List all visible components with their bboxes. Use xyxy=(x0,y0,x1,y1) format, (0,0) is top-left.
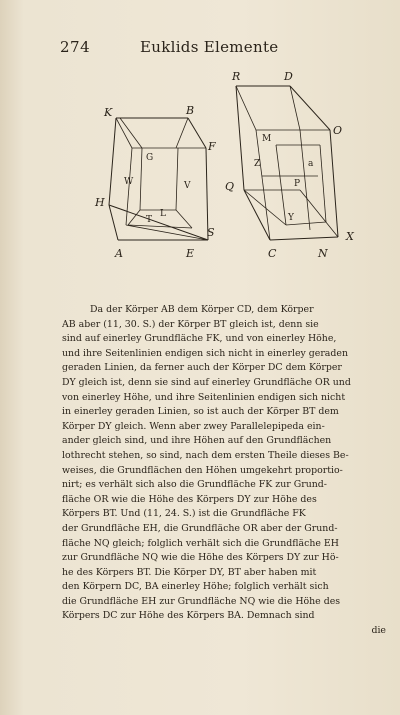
label-S: S xyxy=(207,226,215,239)
label-H: H xyxy=(95,196,105,209)
text-line: weises, die Grundflächen den Höhen umgekehrt proportio- xyxy=(62,464,343,476)
body-text xyxy=(62,303,386,639)
label-B: B xyxy=(186,104,195,117)
label-Z: Z xyxy=(254,159,261,169)
label-F: F xyxy=(208,140,216,153)
page-number: 274 xyxy=(60,38,91,56)
text-line: von einerley Höhe, und ihre Seitenlinien endigen sich nicht xyxy=(62,391,346,403)
label-L: L xyxy=(160,209,166,219)
label-O: O xyxy=(333,124,343,137)
label-D: D xyxy=(284,70,293,83)
text-line: Da der Körper AB dem Körper CD, dem Körper xyxy=(90,304,314,315)
label-E: E xyxy=(186,247,195,260)
right-solid-labels xyxy=(225,70,355,260)
text-line: ander gleich sind, und ihre Höhen auf den Grundflächen xyxy=(62,435,332,447)
text-line: und ihre Seitenlinien endigen sich nicht in einerley geraden xyxy=(62,347,348,359)
label-X: X xyxy=(346,230,354,243)
text-line: DY gleich ist, denn sie sind auf einerley Grundfläche OR und xyxy=(62,376,351,388)
label-Y: Y xyxy=(288,213,294,223)
running-title: Euklids Elemente xyxy=(140,38,279,56)
text-line: zur Grundfläche NQ wie die Höhe des Körpers DY zur Hö- xyxy=(62,552,339,564)
text-line: lothrecht stehen, so sind, nach dem ersten Theile dieses Be- xyxy=(62,449,349,461)
label-W: W xyxy=(124,177,134,187)
text-line: sind auf einerley Grundfläche FK, und von einerley Höhe, xyxy=(62,333,337,345)
text-line: in einerley geraden Linien, so ist auch der Körper BT dem xyxy=(62,406,339,418)
text-line: nirt; es verhält sich also die Grundfläche FK zur Grund- xyxy=(62,479,327,491)
label-C: C xyxy=(268,247,277,260)
text-line: Körpers DC zur Höhe des Körpers BA. Demnach sind xyxy=(62,610,315,622)
text-line: Körper DY gleich. Wenn aber zwey Parallelepipeda ein- xyxy=(62,420,325,432)
text-line: Körpers BT. Und (11, 24. S.) ist die Grundfläche FK xyxy=(62,508,306,520)
text-line: den Körpern DC, BA einerley Höhe; folglich verhält sich xyxy=(62,581,329,593)
label-A: A xyxy=(115,247,123,260)
label-a: a xyxy=(308,159,314,169)
right-solid-diagram xyxy=(236,86,338,240)
label-M: M xyxy=(262,134,272,144)
label-P: P xyxy=(294,179,301,189)
text-line: he des Körpers BT. Die Körper DY, BT aber haben mit xyxy=(62,566,317,578)
label-K: K xyxy=(104,106,113,119)
text-line: der Grundfläche EH, die Grundfläche OR aber der Grund- xyxy=(62,522,338,534)
label-Q: Q xyxy=(225,180,235,193)
geometry-figure xyxy=(0,0,400,300)
text-line: geraden Linien, da ferner auch der Körper DC dem Körper xyxy=(62,362,342,374)
label-V: V xyxy=(184,181,191,191)
text-line: fläche NQ gleich; folglich verhält sich die Grundfläche EH xyxy=(62,537,339,549)
text-line: fläche OR wie die Höhe des Körpers DY zur Höhe des xyxy=(62,493,317,505)
catchword: die xyxy=(371,625,386,637)
label-G: G xyxy=(146,153,154,163)
label-N: N xyxy=(318,247,328,260)
label-T: T xyxy=(146,215,153,225)
text-line: AB aber (11, 30. S.) der Körper BT gleich ist, denn sie xyxy=(62,318,319,330)
label-R: R xyxy=(232,70,241,83)
text-line: die Grundfläche EH zur Grundfläche NQ wie die Höhe des xyxy=(62,595,341,607)
